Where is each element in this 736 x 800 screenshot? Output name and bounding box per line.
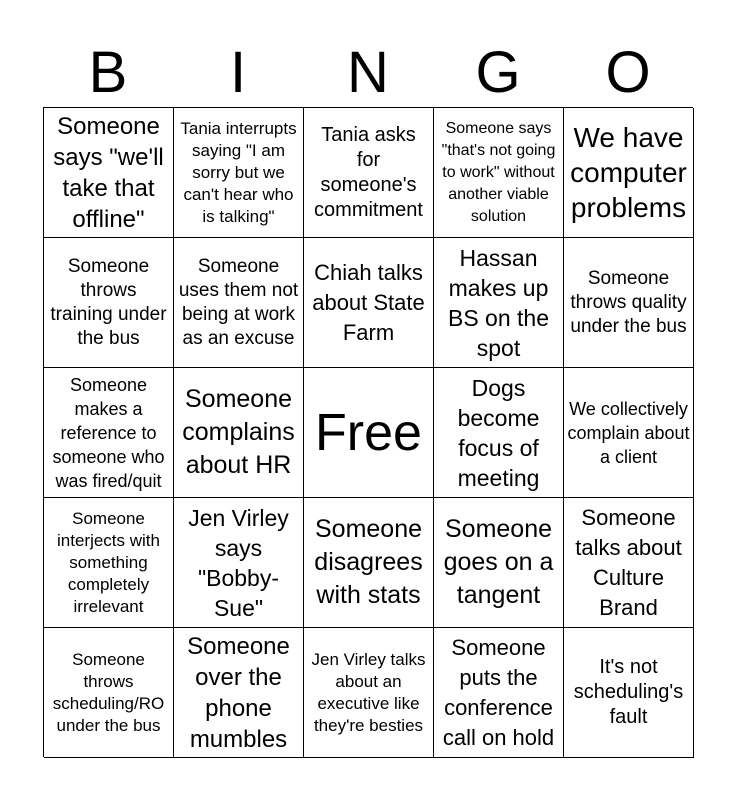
bingo-cell[interactable] [44,498,174,628]
bingo-cell[interactable] [44,628,174,758]
bingo-cell[interactable] [44,108,174,238]
bingo-cell[interactable] [434,108,564,238]
bingo-header [43,40,693,106]
cell-text: Someone throws training under the bus [50,255,167,349]
cell-text: Tania asks for someone's commitment [314,123,423,221]
cell-text: Someone says "that's not going to work" without another viable solution [441,119,556,225]
bingo-cell[interactable] [174,238,304,368]
bingo-cell[interactable] [564,108,694,238]
cell-text: We have computer problems [570,122,687,223]
cell-text: Someone puts the conference call on hold [442,634,555,750]
cell-text: Someone disagrees with stats [314,515,423,609]
bingo-cell[interactable] [564,368,694,498]
bingo-cell[interactable] [44,368,174,498]
bingo-cell[interactable] [174,628,304,758]
header-letter-n: N [347,40,389,105]
header-letter-b: B [88,40,128,105]
bingo-cell[interactable] [304,238,434,368]
cell-text: Someone says "we'll take that offline" [53,112,164,233]
cell-text: Someone goes on a tangent [443,515,554,609]
cell-text: Someone over the phone mumbles [187,632,290,753]
bingo-cell-free[interactable] [304,368,434,498]
bingo-cell[interactable] [434,498,564,628]
bingo-cell[interactable] [434,238,564,368]
bingo-cell[interactable] [304,108,434,238]
cell-text: Chiah talks about State Farm [312,259,425,345]
cell-text: Hassan makes up BS on the spot [447,244,550,361]
bingo-grid [43,107,693,757]
bingo-cell[interactable] [174,368,304,498]
bingo-cell[interactable] [564,628,694,758]
cell-text: Someone talks about Culture Brand [575,504,682,620]
bingo-cell[interactable] [434,368,564,498]
cell-text: Someone throws scheduling/RO under the bus [52,649,165,735]
header-letter-o: O [605,40,651,105]
bingo-cell[interactable] [564,498,694,628]
cell-text: Someone uses them not being at work as an excuse [178,255,299,349]
cell-text: We collectively complain about a client [567,398,690,467]
cell-text: Jen Virley says "Bobby-Sue" [188,504,289,621]
cell-text: Someone complains about HR [182,385,295,479]
cell-text: Someone throws quality under the bus [570,267,687,337]
bingo-cell[interactable] [304,628,434,758]
cell-text: Someone interjects with something completely irrelevant [57,508,160,616]
cell-text: Someone makes a reference to someone who was fired/quit [52,374,165,491]
header-letter-i: I [229,40,247,105]
free-space-text: Free [315,403,422,462]
bingo-cell[interactable] [304,498,434,628]
bingo-cell[interactable] [44,238,174,368]
cell-text: It's not scheduling's fault [573,656,684,728]
cell-text: Dogs become focus of meeting [457,374,540,491]
header-letter-g: G [475,40,521,105]
cell-text: Tania interrupts saying "I am sorry but we can't hear who is talking" [180,118,297,226]
cell-text: Jen Virley talks about an executive like they're besties [311,649,426,735]
bingo-cell[interactable] [564,238,694,368]
bingo-cell[interactable] [434,628,564,758]
bingo-cell[interactable] [174,498,304,628]
bingo-cell[interactable] [174,108,304,238]
